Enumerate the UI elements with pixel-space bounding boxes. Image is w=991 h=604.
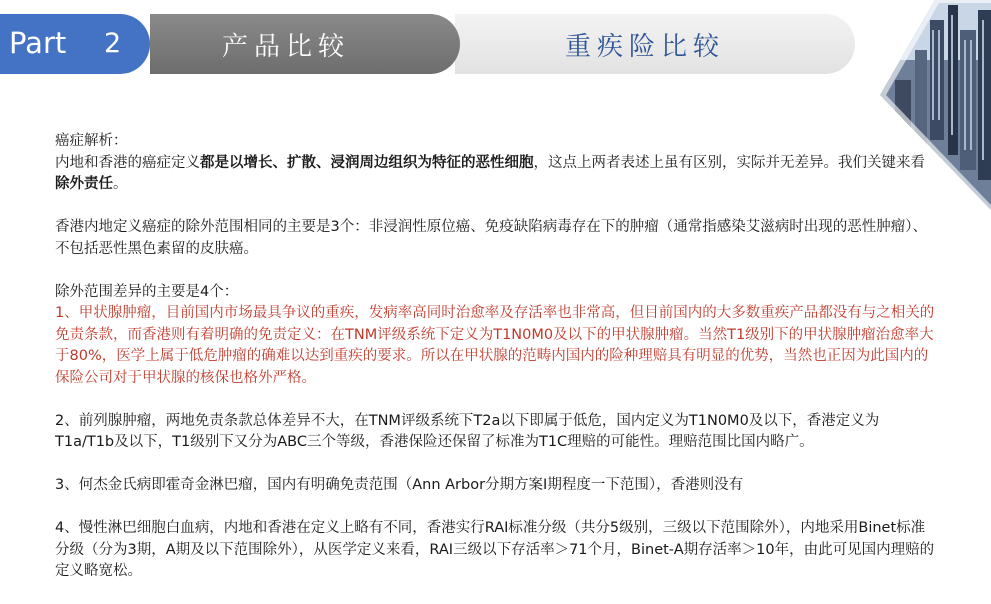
section-title: 产品比较 — [222, 32, 351, 62]
slide-header — [0, 0, 991, 100]
intro-heading: 癌症解析： — [55, 133, 128, 149]
difference-item-4: 4、慢性淋巴细胞白血病，内地和香港在定义上略有不同，香港实行RAI标准分级（共分5级别，三级以下范围除外），内地采用Binet标准分级（分为3期，A期及以下范围除外），从医学定义来看，RAI三级以下存活率＞71个月，Binet-A期存活率＞10年，由此可见国内理赔的定义略宽松。 — [55, 520, 935, 579]
difference-item-3: 3、何杰金氏病即霍奇金淋巴瘤，国内有明确免责范围（Ann Arbor分期方案Ⅰ期程度一下范围），香港则没有 — [55, 477, 744, 493]
section-subtitle: 重疾险比较 — [565, 32, 726, 62]
part-number: 2 — [104, 28, 122, 59]
content-body — [55, 131, 935, 583]
difference-item-1: 1、甲状腺肿瘤，目前国内市场最具争议的重疾，发病率高同时治愈率及存活率也非常高，但目前国内的大多数重疾产品都没有与之相关的免责条款，而香港则有着明确的免责定义：在TNM评级系统下定义为T1N0M0及以下的甲状腺肿瘤。当然T1级别下的甲状腺肿瘤治愈率大于80%，医学上属于低危肿瘤的确难以达到重疾的要求。所以在甲状腺的范畴内国内的险种理赔具有明显的优势，当然也正因为此国内的保险公司对于甲状腺的核保也格外严格。 — [55, 305, 935, 386]
difference-item-2: 2、前列腺肿瘤，两地免责条款总体差异不大，在TNM评级系统下T2a以下即属于低危，国内定义为T1N0M0及以下，香港定义为T1a/T1b及以下，T1级别下又分为ABC三个等级，香港保险还保留了标准为T1C理赔的可能性。理赔范围比国内略广。 — [55, 412, 880, 450]
intro-paragraph: 内地和香港的癌症定义都是以增长、扩散、浸润周边组织为特征的恶性细胞，这点上两者表述上虽有区别，实际并无差异。我们关键来看除外责任。 — [55, 154, 925, 192]
part-label: Part — [9, 26, 67, 60]
part-badge — [0, 14, 150, 74]
difference-heading: 除外范围差异的主要是4个： — [55, 283, 239, 300]
same-scope-paragraph: 香港内地定义癌症的除外范围相同的主要是3个：非浸润性原位癌、免疫缺陷病毒存在下的肿瘤（通常指感染艾滋病时出现的恶性肿瘤）、不包括恶性黑色素留的皮肤癌。 — [55, 219, 927, 257]
